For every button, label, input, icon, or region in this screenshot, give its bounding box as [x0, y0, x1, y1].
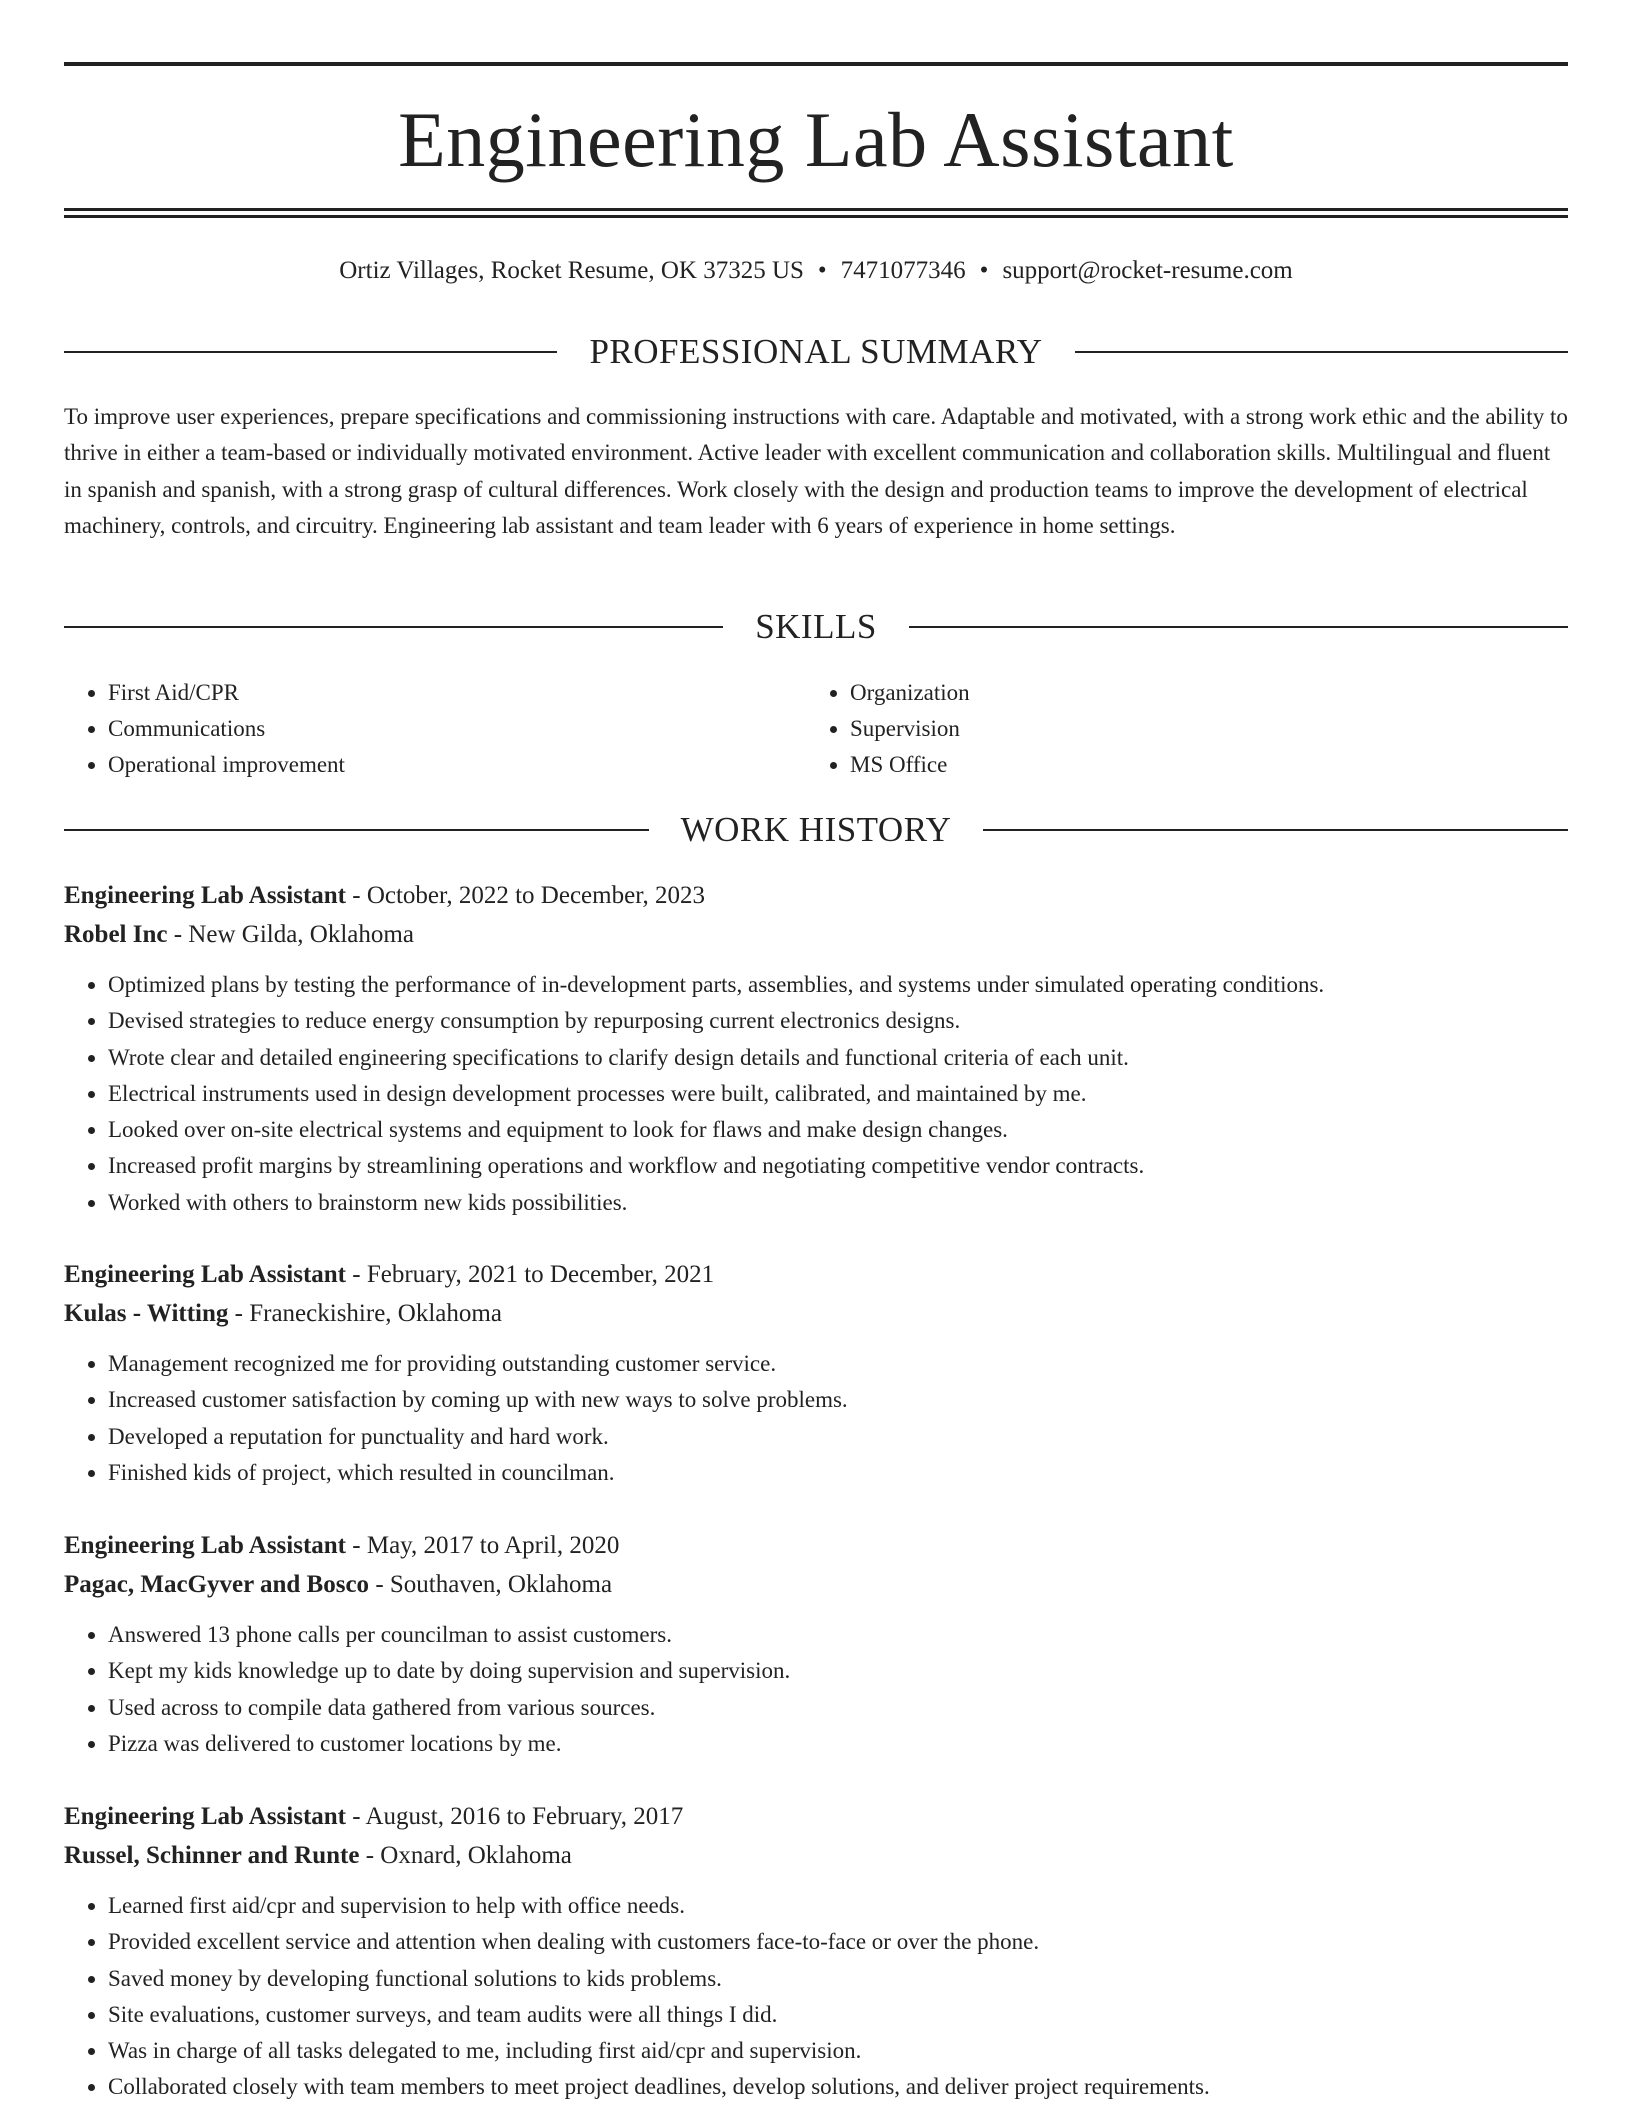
- job-entry: [64, 1797, 1568, 2106]
- skill-item: • Communications: [108, 711, 806, 747]
- section-divider: [64, 626, 723, 628]
- section-divider: [983, 829, 1568, 831]
- job-title: Engineering Lab Assistant: [64, 1261, 347, 1288]
- job-company: Kulas - Witting: [64, 1300, 229, 1327]
- header-double-rule: [64, 208, 1568, 218]
- job-company-line: [64, 915, 1568, 954]
- job-location: - New Gilda, Oklahoma: [167, 921, 414, 948]
- job-bullet: • Management recognized me for providing outstanding customer service.: [108, 1346, 1568, 1382]
- job-title-line: [64, 1526, 1568, 1565]
- job-entry: [64, 1526, 1568, 1762]
- job-location: - Southaven, Oklahoma: [369, 1571, 613, 1598]
- section-divider: [64, 351, 557, 353]
- job-title-line: [64, 1797, 1568, 1836]
- job-company: Russel, Schinner and Runte: [64, 1842, 360, 1869]
- job-bullet: • Electrical instruments used in design development processes were built, calibrated, and maintained by me.: [108, 1076, 1568, 1112]
- header-top-rule: [64, 62, 1568, 66]
- job-bullet: • Increased customer satisfaction by coming up with new ways to solve problems.: [108, 1382, 1568, 1418]
- skill-item: • First Aid/CPR: [108, 675, 806, 711]
- job-title: Engineering Lab Assistant: [64, 882, 347, 909]
- job-bullets: [64, 1617, 1568, 1762]
- contact-email: support@rocket-resume.com: [1002, 257, 1293, 284]
- job-bullets: [64, 1888, 1568, 2106]
- job-entry: [64, 876, 1568, 1221]
- contact-line: [64, 253, 1568, 289]
- job-title-line: [64, 1255, 1568, 1294]
- job-bullets: [64, 967, 1568, 1221]
- skill-item: • Supervision: [850, 711, 1548, 747]
- job-bullet: • Wrote clear and detailed engineering specifications to clarify design details and functional criteria of each unit.: [108, 1040, 1568, 1076]
- skill-item: • MS Office: [850, 747, 1548, 783]
- job-bullet: • Worked with others to brainstorm new kids possibilities.: [108, 1185, 1568, 1221]
- job-company-line: [64, 1565, 1568, 1604]
- section-title: SKILLS: [755, 607, 877, 646]
- section-title: PROFESSIONAL SUMMARY: [589, 332, 1043, 371]
- section-divider: [1075, 351, 1568, 353]
- job-title: Engineering Lab Assistant: [64, 1532, 347, 1559]
- skills-section-heading: [64, 605, 1568, 649]
- job-dates: - February, 2021 to December, 2021: [346, 1261, 715, 1288]
- job-dates: - August, 2016 to February, 2017: [346, 1803, 684, 1830]
- job-location: - Oxnard, Oklahoma: [359, 1842, 572, 1869]
- job-bullet: • Answered 13 phone calls per councilman to assist customers.: [108, 1617, 1568, 1653]
- job-company-line: [64, 1294, 1568, 1333]
- skill-item: • Organization: [850, 675, 1548, 711]
- skill-item: • Operational improvement: [108, 747, 806, 783]
- job-title-line: [64, 876, 1568, 915]
- job-company: Pagac, MacGyver and Bosco: [64, 1571, 370, 1598]
- skills-list: [64, 675, 1568, 783]
- job-location: - Franeckishire, Oklahoma: [228, 1300, 502, 1327]
- skills-column-left: [64, 675, 806, 783]
- job-bullet: • Used across to compile data gathered from various sources.: [108, 1690, 1568, 1726]
- contact-phone: 7471077346: [840, 257, 966, 284]
- job-entry: [64, 1255, 1568, 1491]
- summary-section-heading: [64, 330, 1568, 374]
- contact-separator: •: [817, 257, 827, 284]
- job-bullet: • Increased profit margins by streamlining operations and workflow and negotiating competitive vendor contracts.: [108, 1148, 1568, 1184]
- job-bullet: • Looked over on-site electrical systems and equipment to look for flaws and make design changes.: [108, 1112, 1568, 1148]
- job-bullet: • Learned first aid/cpr and supervision to help with office needs.: [108, 1888, 1568, 1924]
- job-bullet: • Devised strategies to reduce energy consumption by repurposing current electronics designs.: [108, 1003, 1568, 1039]
- job-company-line: [64, 1836, 1568, 1875]
- skills-column-right: [806, 675, 1548, 783]
- job-bullets: [64, 1346, 1568, 1491]
- job-bullet: • Optimized plans by testing the performance of in-development parts, assemblies, and systems under simulated operating conditions.: [108, 967, 1568, 1003]
- candidate-name: Engineering Lab Assistant: [398, 96, 1234, 183]
- job-dates: - October, 2022 to December, 2023: [346, 882, 706, 909]
- job-bullet: • Developed a reputation for punctuality and hard work.: [108, 1419, 1568, 1455]
- work-section-heading: [64, 808, 1568, 852]
- section-divider: [64, 829, 649, 831]
- section-title: WORK HISTORY: [680, 810, 952, 849]
- job-bullet: • Finished kids of project, which resulted in councilman.: [108, 1455, 1568, 1491]
- job-bullet: • Collaborated closely with team members to meet project deadlines, develop solutions, and deliver project requirements.: [108, 2069, 1568, 2105]
- job-dates: - May, 2017 to April, 2020: [346, 1532, 620, 1559]
- contact-separator: •: [979, 257, 989, 284]
- job-bullet: • Pizza was delivered to customer locations by me.: [108, 1726, 1568, 1762]
- job-company: Robel Inc: [64, 921, 168, 948]
- job-bullet: • Kept my kids knowledge up to date by doing supervision and supervision.: [108, 1653, 1568, 1689]
- job-title: Engineering Lab Assistant: [64, 1803, 347, 1830]
- contact-address: Ortiz Villages, Rocket Resume, OK 37325 US: [339, 257, 804, 284]
- summary-text: To improve user experiences, prepare specifications and commissioning instructions with care. Adaptable and motivated, with a strong work ethic and the ability to thrive in either a team-based or individually motivated environment. Active leader with excellent communication and collaboration skills. Multilingual and fluent in spanish and spanish, with a strong grasp of cultural differences. Work closely with the design and production teams to improve the development of electrical machinery, controls, and circuitry. Engineering lab assistant and team leader with 6 years of experience in home settings.: [64, 404, 1568, 539]
- section-divider: [909, 626, 1568, 628]
- job-bullet: • Site evaluations, customer surveys, and team audits were all things I did.: [108, 1997, 1568, 2033]
- job-bullet: • Saved money by developing functional solutions to kids problems.: [108, 1961, 1568, 1997]
- job-bullet: • Was in charge of all tasks delegated to me, including first aid/cpr and supervision.: [108, 2033, 1568, 2069]
- job-bullet: • Provided excellent service and attention when dealing with customers face-to-face or over the phone.: [108, 1924, 1568, 1960]
